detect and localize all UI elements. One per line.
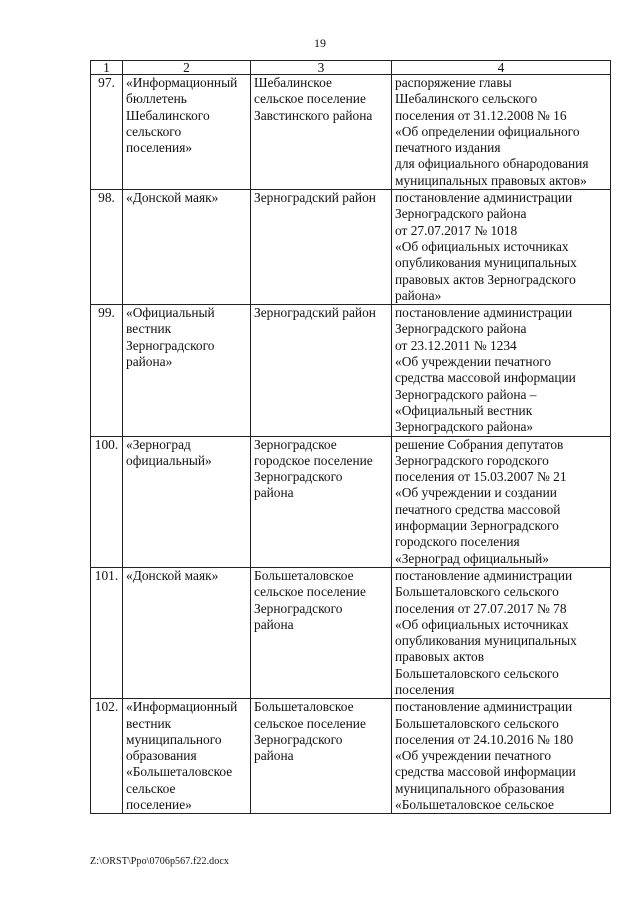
cell-text-line: «Об учреждении печатного bbox=[395, 354, 552, 370]
cell-text-line: средства массовой информации bbox=[395, 764, 576, 780]
cell-text-line: сельское поселение bbox=[254, 715, 366, 731]
cell-text-line: «Официальный вестник bbox=[395, 402, 533, 418]
cell-text-line: муниципальных правовых актов» bbox=[395, 172, 587, 188]
column-header-1: 1 bbox=[91, 61, 123, 75]
table-row bbox=[91, 190, 611, 305]
cell-text-line: Большеталовского сельского bbox=[395, 715, 559, 731]
column-header-3: 3 bbox=[251, 61, 392, 75]
publication-name-cell bbox=[123, 436, 251, 567]
cell-text-line: средства массовой информации bbox=[395, 370, 576, 386]
territory-cell bbox=[251, 75, 392, 190]
cell-text-line: Шебалинское bbox=[254, 75, 332, 90]
cell-text-line: от 23.12.2011 № 1234 bbox=[395, 337, 517, 353]
cell-text-line: района» bbox=[126, 354, 173, 370]
page-number: 19 bbox=[314, 36, 326, 50]
legal-act-cell bbox=[392, 305, 611, 436]
cell-text-line: правовых актов Зерноградского bbox=[395, 271, 576, 287]
cell-text-line: «Большеталовское сельское bbox=[395, 797, 554, 813]
cell-text-line: Зерноградского района» bbox=[395, 419, 534, 435]
cell-text-line: вестник bbox=[126, 715, 172, 731]
cell-text-line: Зерноградского района – bbox=[395, 386, 537, 402]
cell-text-line: для официального обнародования bbox=[395, 156, 589, 172]
cell-text-line: «Об учреждении печатного bbox=[395, 748, 552, 764]
table-row bbox=[91, 75, 611, 190]
territory-cell bbox=[251, 567, 392, 698]
cell-text-line: решение Собрания депутатов bbox=[395, 436, 564, 452]
cell-text-line: информации Зерноградского bbox=[395, 518, 559, 534]
cell-text-line: «Об учреждении и создании bbox=[395, 485, 557, 501]
cell-text-line: «Об официальных источниках bbox=[395, 238, 569, 254]
row-number-cell: 99. bbox=[91, 305, 123, 436]
column-header-4: 4 bbox=[392, 61, 611, 75]
cell-text-line: от 27.07.2017 № 1018 bbox=[395, 222, 518, 238]
cell-text-line: Шебалинского bbox=[126, 107, 210, 123]
cell-text-line: муниципального bbox=[126, 731, 222, 747]
cell-text-line: «Информационный bbox=[126, 699, 238, 715]
cell-text-line: официальный» bbox=[126, 452, 212, 468]
cell-text-line: городское поселение bbox=[254, 452, 373, 468]
territory-cell bbox=[251, 190, 392, 305]
cell-text-line: района bbox=[254, 748, 294, 764]
column-header-2: 2 bbox=[123, 61, 251, 75]
cell-text-line: поселение» bbox=[126, 797, 192, 813]
cell-text-line: Зерноградский район bbox=[254, 190, 376, 206]
cell-text-line: городского поселения bbox=[395, 534, 520, 550]
cell-text-line: вестник bbox=[126, 321, 172, 337]
cell-text-line: печатного средства массовой bbox=[395, 501, 561, 517]
footer-file-path: Z:\ORST\Ppo\0706p567.f22.docx bbox=[90, 856, 230, 867]
cell-text-line: Большеталовское bbox=[254, 567, 354, 583]
cell-text-line: Завстинского района bbox=[254, 107, 373, 123]
cell-text-line: постановление администрации bbox=[395, 699, 573, 715]
row-number-cell: 98. bbox=[91, 190, 123, 305]
cell-text-line: Зерноградского bbox=[254, 731, 343, 747]
legal-act-cell bbox=[392, 436, 611, 567]
cell-text-line: бюллетень bbox=[126, 91, 187, 107]
cell-text-line: Зерноградского района bbox=[395, 321, 527, 337]
table-row bbox=[91, 567, 611, 698]
cell-text-line: «Зерноград официальный» bbox=[395, 550, 549, 566]
row-number-cell: 102. bbox=[91, 699, 123, 814]
table-header-row bbox=[91, 61, 611, 75]
legal-act-cell bbox=[392, 699, 611, 814]
cell-text-line: «Официальный bbox=[126, 305, 215, 321]
cell-text-line: правовых актов bbox=[395, 649, 485, 665]
cell-text-line: поселения bbox=[395, 681, 455, 697]
territory-cell bbox=[251, 699, 392, 814]
cell-text-line: опубликования муниципальных bbox=[395, 255, 577, 271]
cell-text-line: поселения от 15.03.2007 № 21 bbox=[395, 469, 567, 485]
cell-text-line: «Большеталовское bbox=[126, 764, 233, 780]
table-body bbox=[91, 75, 611, 814]
cell-text-line: Зерноградского bbox=[254, 469, 343, 485]
cell-text-line: поселения от 24.10.2016 № 180 bbox=[395, 731, 574, 747]
cell-text-line: Зерноградского района bbox=[395, 206, 527, 222]
cell-text-line: постановление администрации bbox=[395, 305, 573, 321]
cell-text-line: Зерноградский район bbox=[254, 305, 376, 321]
publication-name-cell bbox=[123, 699, 251, 814]
cell-text-line: распоряжение главы bbox=[395, 75, 512, 90]
cell-text-line: муниципального образования bbox=[395, 780, 565, 796]
territory-cell bbox=[251, 305, 392, 436]
cell-text-line: «Информационный bbox=[126, 75, 238, 90]
cell-text-line: района» bbox=[395, 287, 442, 303]
cell-text-line: сельское поселение bbox=[254, 91, 366, 107]
cell-text-line: Зерноградского городского bbox=[395, 452, 549, 468]
row-number-cell: 100. bbox=[91, 436, 123, 567]
cell-text-line: сельское bbox=[126, 780, 176, 796]
cell-text-line: Большеталовского сельского bbox=[395, 584, 559, 600]
cell-text-line: Шебалинского сельского bbox=[395, 91, 538, 107]
table-row bbox=[91, 699, 611, 814]
cell-text-line: Большеталовского сельского bbox=[395, 665, 559, 681]
table-row bbox=[91, 436, 611, 567]
publication-name-cell bbox=[123, 190, 251, 305]
cell-text-line: Зерноградское bbox=[254, 436, 337, 452]
cell-text-line: района bbox=[254, 485, 294, 501]
cell-text-line: сельское поселение bbox=[254, 584, 366, 600]
cell-text-line: «Об официальных источниках bbox=[395, 616, 569, 632]
table-row bbox=[91, 305, 611, 436]
registry-table bbox=[90, 60, 611, 814]
publication-name-cell bbox=[123, 567, 251, 698]
row-number-cell: 101. bbox=[91, 567, 123, 698]
cell-text-line: «Донской маяк» bbox=[126, 190, 219, 206]
cell-text-line: Зерноградского bbox=[254, 600, 343, 616]
publication-name-cell bbox=[123, 75, 251, 190]
cell-text-line: сельского bbox=[126, 123, 182, 139]
legal-act-cell bbox=[392, 75, 611, 190]
territory-cell bbox=[251, 436, 392, 567]
cell-text-line: поселения от 31.12.2008 № 16 bbox=[395, 107, 567, 123]
cell-text-line: «Об определении официального bbox=[395, 123, 580, 139]
legal-act-cell bbox=[392, 567, 611, 698]
cell-text-line: поселения от 27.07.2017 № 78 bbox=[395, 600, 567, 616]
cell-text-line: образования bbox=[126, 748, 197, 764]
cell-text-line: опубликования муниципальных bbox=[395, 633, 577, 649]
cell-text-line: «Донской маяк» bbox=[126, 567, 219, 583]
cell-text-line: Зерноградского bbox=[126, 337, 215, 353]
cell-text-line: печатного издания bbox=[395, 140, 501, 156]
cell-text-line: постановление администрации bbox=[395, 190, 573, 206]
cell-text-line: постановление администрации bbox=[395, 567, 573, 583]
legal-act-cell bbox=[392, 190, 611, 305]
cell-text-line: района bbox=[254, 616, 294, 632]
row-number-cell: 97. bbox=[91, 75, 123, 190]
cell-text-line: Большеталовское bbox=[254, 699, 354, 715]
publication-name-cell bbox=[123, 305, 251, 436]
cell-text-line: поселения» bbox=[126, 140, 193, 156]
cell-text-line: «Зерноград bbox=[126, 436, 191, 452]
